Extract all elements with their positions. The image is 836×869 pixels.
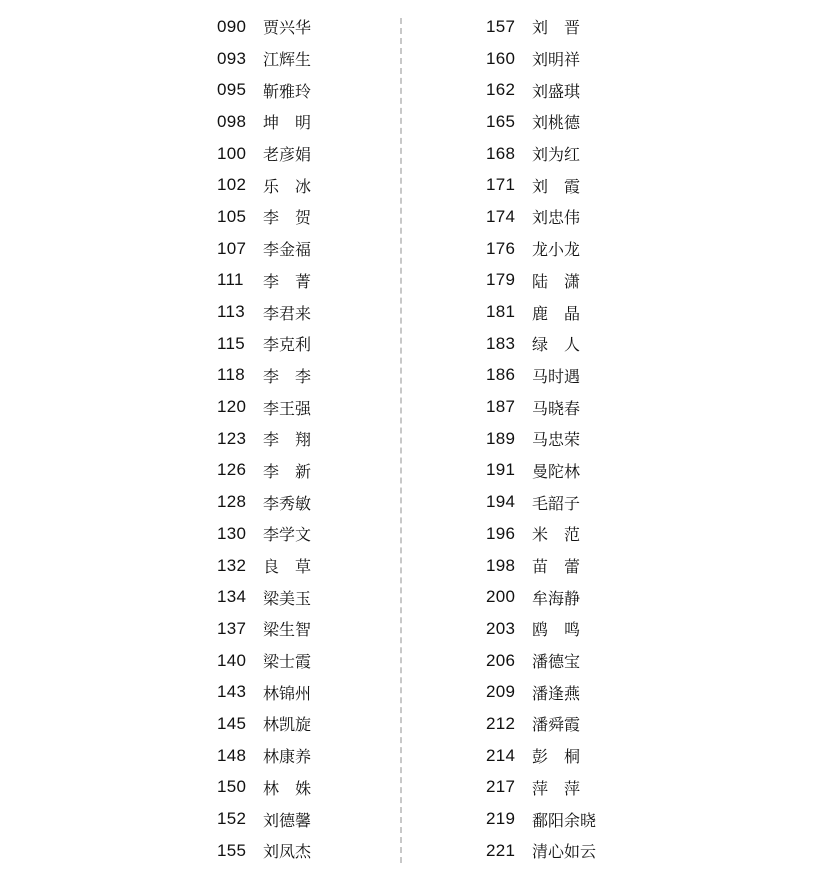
list-item: [486, 455, 596, 487]
entry-name: 刘忠伟: [532, 208, 581, 228]
entry-name: 林凯旋: [263, 715, 312, 735]
entry-number: 162: [486, 80, 516, 100]
entry-number: 198: [486, 555, 516, 575]
entry-name: 李克利: [263, 335, 312, 355]
entry-number: 152: [217, 809, 247, 829]
entry-number: 100: [217, 143, 247, 163]
entry-number: 168: [486, 143, 516, 163]
list-item: [486, 835, 596, 867]
list-item: [486, 11, 596, 43]
entry-name: 马忠荣: [532, 430, 581, 450]
entry-number: 196: [486, 523, 516, 543]
entry-number: 128: [217, 492, 247, 512]
list-item: [486, 518, 596, 550]
list-item: [486, 740, 596, 772]
entry-number: 214: [486, 745, 516, 765]
entry-number: 130: [217, 523, 247, 543]
entry-number: 093: [217, 48, 247, 68]
list-item: [486, 74, 596, 106]
entry-name: 清心如云: [532, 842, 597, 862]
entry-name: 鹿 晶: [532, 303, 581, 323]
entry-number: 157: [486, 16, 516, 36]
entry-number: 206: [486, 650, 516, 670]
list-item: [486, 265, 596, 297]
entry-name: 鸥 鸣: [532, 620, 581, 640]
entry-name: 李 贺: [263, 208, 312, 228]
list-item: [217, 581, 311, 613]
list-item: [486, 645, 596, 677]
entry-number: 145: [217, 713, 247, 733]
entry-name: 潘舜霞: [532, 715, 581, 735]
entry-number: 148: [217, 745, 247, 765]
list-item: [217, 74, 311, 106]
list-item: [217, 835, 311, 867]
entry-name: 林 姝: [263, 778, 312, 798]
entry-name: 李君来: [263, 303, 312, 323]
entry-name: 曼陀林: [532, 461, 581, 481]
entry-number: 150: [217, 777, 247, 797]
entry-name: 龙小龙: [532, 240, 581, 260]
entry-number: 219: [486, 809, 516, 829]
entry-name: 米 范: [532, 525, 581, 545]
list-item: [486, 169, 596, 201]
entry-number: 098: [217, 111, 247, 131]
entry-number: 134: [217, 587, 247, 607]
entry-number: 165: [486, 111, 516, 131]
list-item: [486, 233, 596, 265]
entry-number: 107: [217, 238, 247, 258]
entry-name: 刘 霞: [532, 176, 581, 196]
entry-name: 李秀敏: [263, 493, 312, 513]
list-item: [217, 645, 311, 677]
list-item: [217, 360, 311, 392]
entry-number: 217: [486, 777, 516, 797]
entry-number: 155: [217, 840, 247, 860]
entry-name: 刘为红: [532, 145, 581, 165]
entry-number: 105: [217, 206, 247, 226]
list-item: [217, 676, 311, 708]
list-item: [217, 296, 311, 328]
list-item: [217, 265, 311, 297]
list-item: [486, 138, 596, 170]
entry-name: 靳雅玲: [263, 81, 312, 101]
list-item: [217, 550, 311, 582]
entry-name: 刘德馨: [263, 810, 312, 830]
entry-name: 李学文: [263, 525, 312, 545]
entry-name: 毛韶子: [532, 493, 581, 513]
entry-number: 132: [217, 555, 247, 575]
entry-name: 刘盛琪: [532, 81, 581, 101]
entry-number: 137: [217, 618, 247, 638]
entry-name: 绿 人: [532, 335, 581, 355]
entry-name: 潘逢燕: [532, 683, 581, 703]
entry-name: 刘明祥: [532, 50, 581, 70]
entry-number: 200: [486, 587, 516, 607]
list-item: [217, 233, 311, 265]
entry-name: 牟海静: [532, 588, 581, 608]
list-item: [217, 740, 311, 772]
entry-number: 102: [217, 175, 247, 195]
entry-number: 126: [217, 460, 247, 480]
entry-name: 梁美玉: [263, 588, 312, 608]
entry-name: 梁士霞: [263, 652, 312, 672]
list-item: [486, 708, 596, 740]
entry-number: 120: [217, 397, 247, 417]
entry-number: 143: [217, 682, 247, 702]
list-item: [217, 43, 311, 75]
list-item: [486, 772, 596, 804]
entry-number: 118: [217, 365, 246, 385]
entry-name: 江辉生: [263, 50, 312, 70]
list-item: [486, 43, 596, 75]
entry-number: 140: [217, 650, 247, 670]
entry-name: 彭 桐: [532, 747, 581, 767]
entry-number: 183: [486, 333, 516, 353]
list-item: [217, 455, 311, 487]
entry-number: 203: [486, 618, 516, 638]
entry-name: 乐 冰: [263, 176, 312, 196]
entry-number: 176: [486, 238, 516, 258]
entry-name: 刘 晋: [532, 18, 581, 38]
entry-name: 马晓春: [532, 398, 581, 418]
entry-number: 212: [486, 713, 516, 733]
entry-number: 186: [486, 365, 516, 385]
entry-number: 174: [486, 206, 516, 226]
list-item: [217, 138, 311, 170]
entry-number: 209: [486, 682, 516, 702]
entry-name: 鄱阳余晓: [532, 810, 597, 830]
list-item: [486, 106, 596, 138]
column-divider: [400, 18, 402, 863]
list-item: [486, 328, 596, 360]
entry-number: 194: [486, 492, 516, 512]
list-item: [217, 772, 311, 804]
list-item: [486, 391, 596, 423]
entry-number: 181: [486, 302, 516, 322]
list-item: [486, 423, 596, 455]
list-item: [486, 581, 596, 613]
entry-number: 113: [217, 302, 246, 322]
list-item: [486, 613, 596, 645]
entry-number: 123: [217, 428, 247, 448]
entry-name: 李金福: [263, 240, 312, 260]
list-item: [217, 391, 311, 423]
entry-name: 林康养: [263, 747, 312, 767]
list-item: [217, 803, 311, 835]
entry-number: 187: [486, 397, 516, 417]
entry-number: 090: [217, 16, 247, 36]
entry-name: 梁生智: [263, 620, 312, 640]
list-item: [217, 11, 311, 43]
entry-name: 李 新: [263, 461, 312, 481]
entry-name: 陆 潇: [532, 271, 581, 291]
entry-name: 老彦娟: [263, 145, 312, 165]
list-item: [486, 676, 596, 708]
entry-name: 萍 萍: [532, 778, 581, 798]
list-item: [486, 550, 596, 582]
entry-number: 191: [486, 460, 516, 480]
list-item: [486, 201, 596, 233]
list-item: [217, 423, 311, 455]
entry-number: 095: [217, 80, 247, 100]
list-item: [486, 803, 596, 835]
list-item: [486, 360, 596, 392]
list-item: [486, 486, 596, 518]
entry-number: 171: [486, 175, 516, 195]
entry-name: 良 草: [263, 557, 312, 577]
list-item: [217, 486, 311, 518]
entry-name: 贾兴华: [263, 18, 312, 38]
entry-name: 苗 蕾: [532, 557, 581, 577]
entry-name: 林锦州: [263, 683, 312, 703]
list-item: [217, 328, 311, 360]
entry-name: 马时遇: [532, 366, 581, 386]
entry-name: 李 李: [263, 366, 312, 386]
entry-name: 坤 明: [263, 113, 312, 133]
entry-number: 160: [486, 48, 516, 68]
right-name-column: [486, 11, 596, 867]
entry-number: 221: [486, 840, 516, 860]
list-item: [217, 613, 311, 645]
entry-name: 刘凤杰: [263, 842, 312, 862]
entry-number: 189: [486, 428, 516, 448]
entry-name: 李 菁: [263, 271, 312, 291]
entry-name: 李王强: [263, 398, 312, 418]
list-item: [217, 708, 311, 740]
list-item: [217, 518, 311, 550]
entry-number: 179: [486, 270, 516, 290]
list-item: [217, 201, 311, 233]
entry-name: 李 翔: [263, 430, 312, 450]
entry-name: 刘桃德: [532, 113, 581, 133]
entry-number: 111: [217, 270, 244, 290]
left-name-column: [217, 11, 311, 867]
list-item: [486, 296, 596, 328]
entry-number: 115: [217, 333, 246, 353]
entry-name: 潘德宝: [532, 652, 581, 672]
list-item: [217, 106, 311, 138]
list-item: [217, 169, 311, 201]
